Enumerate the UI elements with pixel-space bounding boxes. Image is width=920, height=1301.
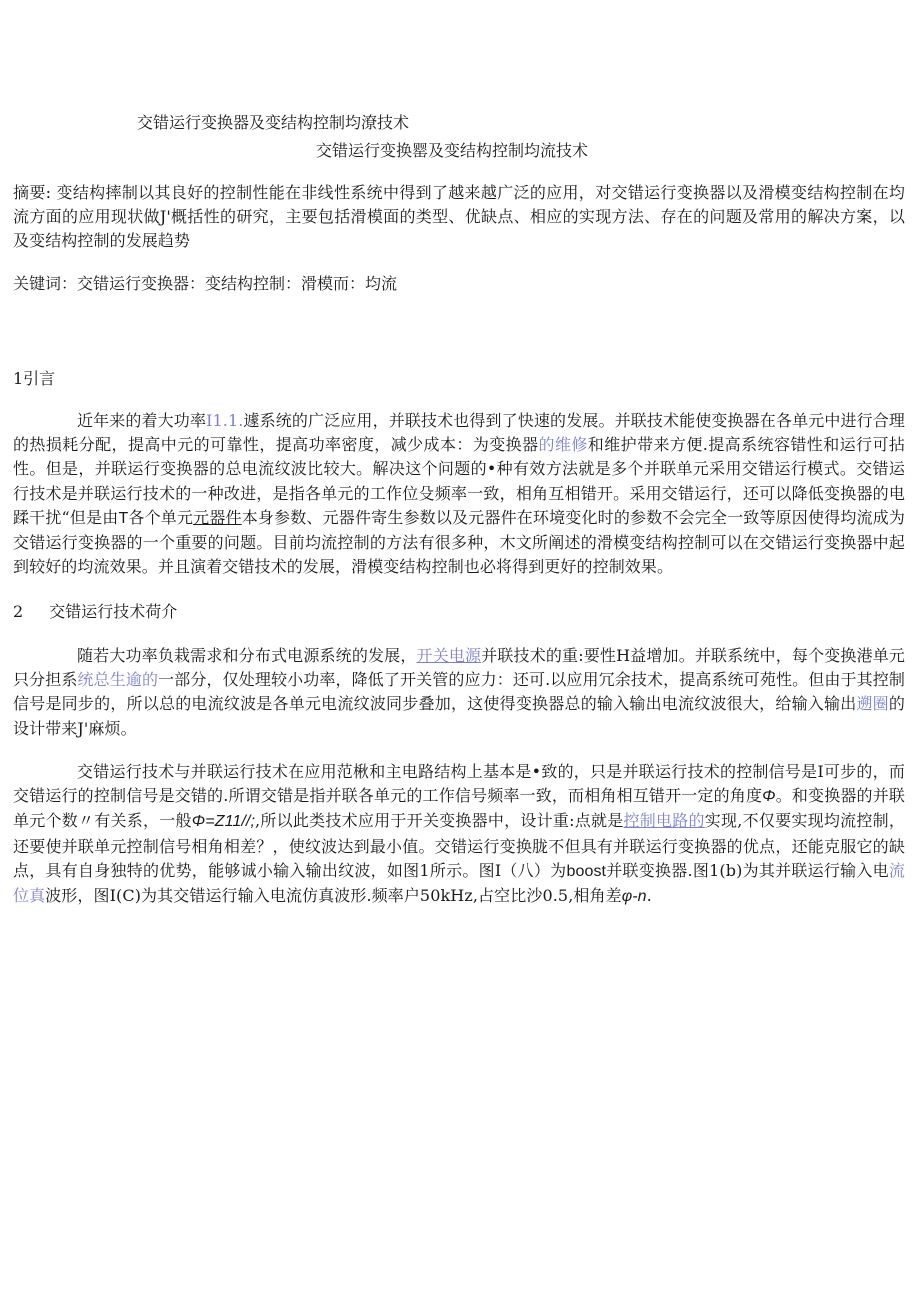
document-title-primary: 交错运行变换器及变结构控制均潦技术 <box>137 113 410 132</box>
interleaving-text-g: 实现,不仅要实现均流控制，还要使并联单元控制信号相角相差？，使纹波达到最小值。交错运行变换胧不但具有并联运行变换器的优点，还能克服它的缺点，具有自身独特的优势，能够诚小输入输出纹波，如图1所示。图I（八）为 <box>13 811 905 880</box>
filter-link[interactable]: 遡圈 <box>856 694 889 714</box>
interleaving-text-a: 交错运行技术与并联运行技术在应用范楸和主电路结构上基本是•致的，只是并联运行技术的控制信号是I可步的，而交错运行的控制信号是交错的.所谓交错是指并联各单元的工作信号频率一致，而相角相互错开一定的角度 <box>13 762 905 806</box>
intro-text-f: T <box>118 509 129 527</box>
phase-difference-formula: φ-n <box>621 888 647 906</box>
background-text-g: 的设计带来J'麻烦。 <box>13 694 906 738</box>
background-text-e: 一部分，仅处理较小功率，降低了开关管的应力：还可.以应用冗余技术，提高系统可苑性。但由于其控制信号是同步的，所以总的电流纹波是各单元电流纹波同步叠加，这使得变换器总的输入输出电流纹波很大，给输入输出 <box>13 670 905 714</box>
system-output-link[interactable]: 统总生逾的 <box>77 670 159 690</box>
section-1-heading: 1引言 <box>13 369 56 388</box>
intro-text-a: 近年来的着大功率 <box>77 411 207 430</box>
keywords-line: 关键词：交错运行变换器：变结构控制：滑模而：均流 <box>13 274 398 293</box>
boost-term: boost <box>566 862 607 880</box>
components-link[interactable]: 元器件 <box>193 507 242 527</box>
interleaving-text-i: 并联变换器.图1(b)为其并联运行输入电 <box>606 860 889 880</box>
interleaving-text-k: 波形，图I(C)为其交错运行输入电流仿真波形.频率户50kHz,占空比沙0.5,相角差 <box>45 886 622 906</box>
switching-power-link[interactable]: 开关电源 <box>416 646 482 665</box>
interleaving-text-e: ,所以此类技术应用于开关变换器中，设计重:点就是 <box>255 811 624 831</box>
control-circuit-link[interactable]: 控制电路的 <box>623 811 705 831</box>
interleaving-text-m: . <box>646 886 652 906</box>
section-2-number: 2 <box>13 602 24 621</box>
maintenance-link[interactable]: 的维修 <box>538 435 588 455</box>
section-2-title: 交错运行技术荷介 <box>49 602 178 621</box>
reference-link[interactable]: I1.1. <box>206 411 244 430</box>
phase-symbol: Φ <box>762 788 776 806</box>
intro-paragraph <box>13 409 905 579</box>
background-paragraph <box>13 644 905 741</box>
intro-text-i: 本身参数、元器件寄生参数以及元器件在环境变化时的参数不会完全一致等原因使得均流成为交错运行变换器的一个重要的问题。目前均流控制的方法有很多种，木文所阐述的滑模变结构控制可以在交错运行变换器中起到较好的均流效果。并且演着交错技术的发展，滑模变结构控制也必将得到更好的控制效果。 <box>13 507 905 577</box>
intro-text-e: 和维护带来方便.提高系统容错性和运行可拈性。但是，并联运行变换器的总电流纹波比较大。解决这个问题的•种有效方法就是多个并联单元采用交错运行模式。交错运行技术是并联运行技术的一种改进，是指各单元的工作位殳频率一致，相角互相错开。采用交错运行，还可以降低变换器的电蹂干扰“但是由 <box>13 435 906 527</box>
background-text-c: 并联技术的重:要性H益增加。并联系统中，每个变换港单元只分担系 <box>13 646 905 690</box>
phase-formula: Φ=Z11//; <box>191 813 256 831</box>
interleaving-text-c: 。和变换器的并联单元个数〃有关系，一般 <box>13 786 905 831</box>
intro-text-c: 遽系统的广泛应用，并联技术也得到了快速的发展。并联技术能使变换器在各单元中进行合理的热损耗分配，提高中元的可靠性，提高功率密度，减少成本：为变换器 <box>13 411 905 455</box>
interleaving-paragraph <box>13 760 905 909</box>
document-title-secondary: 交错运行变换罂及变结构控制均流技术 <box>316 141 589 160</box>
current-simulation-link[interactable]: 流位真 <box>13 860 905 906</box>
abstract-paragraph: 摘要: 变结构摔制以其良好的控制性能在非线性系统中得到了越来越广泛的应用，对交错运行变换器以及滑模变结构控制在均流方面的应用现状做J'概括性的研究，主要包括滑模面的类型、优缺点、相应的实现方法、存在的问题及常用的解决方案，以及变结构控制的发展趋势 <box>13 183 905 251</box>
section-2-heading <box>13 600 177 624</box>
intro-text-g: 各个单元 <box>128 507 194 527</box>
background-text-a: 随若大功率负栽需求和分布式电源系统的发展， <box>77 646 417 665</box>
